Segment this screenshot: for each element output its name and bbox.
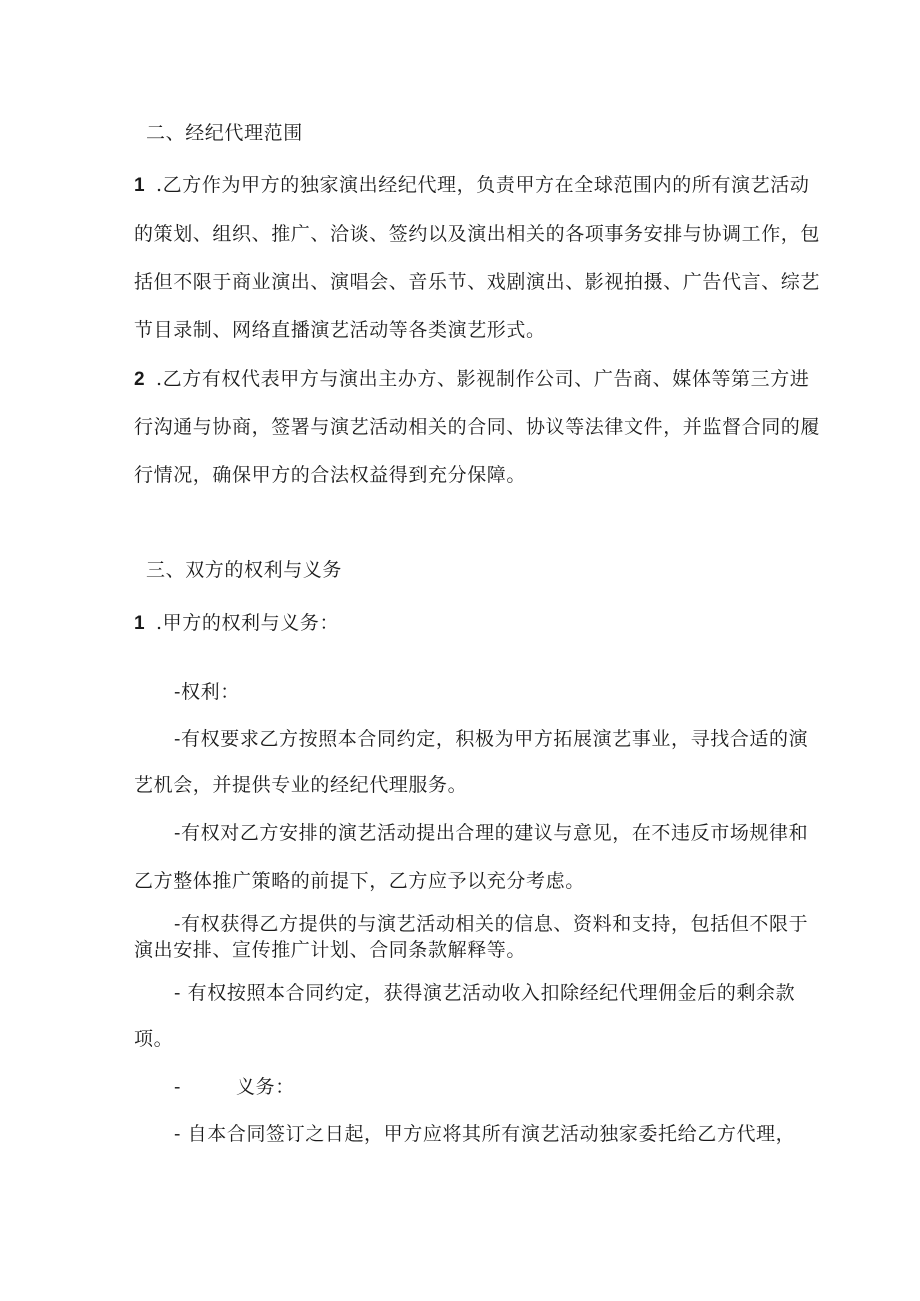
item-number: 1 xyxy=(134,175,146,196)
section-3-item-1 xyxy=(134,614,339,633)
right-1-line-1: -有权要求乙方按照本合同约定，积极为甲方拓展演艺事业，寻找合适的演 xyxy=(174,728,809,750)
item-text: .乙方作为甲方的独家演出经纪代理，负责甲方在全球范围内的所有演艺活动 xyxy=(156,174,810,196)
section-2-item-1-line-3: 括但不限于商业演出、演唱会、音乐节、戏剧演出、影视拍摄、广告代言、综艺 xyxy=(134,271,821,293)
right-4-line-1: - 有权按照本合同约定，获得演艺活动收入扣除经纪代理佣金后的剩余款 xyxy=(174,982,796,1004)
right-3-line-1: -有权获得乙方提供的与演艺活动相关的信息、资料和支持，包括但不限于 xyxy=(174,913,809,935)
section-2-heading: 二、经纪代理范围 xyxy=(146,122,303,144)
duty-1-line-1: - 自本合同签订之日起，甲方应将其所有演艺活动独家委托给乙方代理， xyxy=(174,1123,796,1145)
right-2-line-1: -有权对乙方安排的演艺活动提出合理的建议与意见，在不违反市场规律和 xyxy=(174,822,809,844)
right-1-line-2: 艺机会，并提供专业的经纪代理服务。 xyxy=(134,774,468,796)
section-2-item-1-line-2: 的策划、组织、推广、洽谈、签约以及演出相关的各项事务安排与协调工作，包 xyxy=(134,223,821,245)
duties-label: 义务： xyxy=(236,1076,295,1098)
section-3-heading: 三、双方的权利与义务 xyxy=(146,559,343,581)
item-number: 2 xyxy=(134,369,146,390)
right-4-line-2: 项。 xyxy=(134,1028,174,1050)
section-2-item-1-line-4: 节目录制、网络直播演艺活动等各类演艺形式。 xyxy=(134,319,546,341)
item-text: .乙方有权代表甲方与演出主办方、影视制作公司、广告商、媒体等第三方进 xyxy=(156,368,810,390)
section-2-item-2-line-1 xyxy=(134,370,809,389)
duties-dash: - xyxy=(174,1076,182,1098)
item-number: 1 xyxy=(134,613,146,634)
right-2-line-2: 乙方整体推广策略的前提下，乙方应予以充分考虑。 xyxy=(134,870,585,892)
rights-label: -权利： xyxy=(174,681,240,703)
section-2-item-1-line-1 xyxy=(134,176,809,195)
right-3-line-2: 演出安排、宣传推广计划、合同条款解释等。 xyxy=(134,939,527,961)
item-text: .甲方的权利与义务： xyxy=(156,612,340,634)
section-2-item-2-line-3: 行情况，确保甲方的合法权益得到充分保障。 xyxy=(134,464,527,486)
section-2-item-2-line-2: 行沟通与协商，签署与演艺活动相关的合同、协议等法律文件，并监督合同的履 xyxy=(134,416,821,438)
